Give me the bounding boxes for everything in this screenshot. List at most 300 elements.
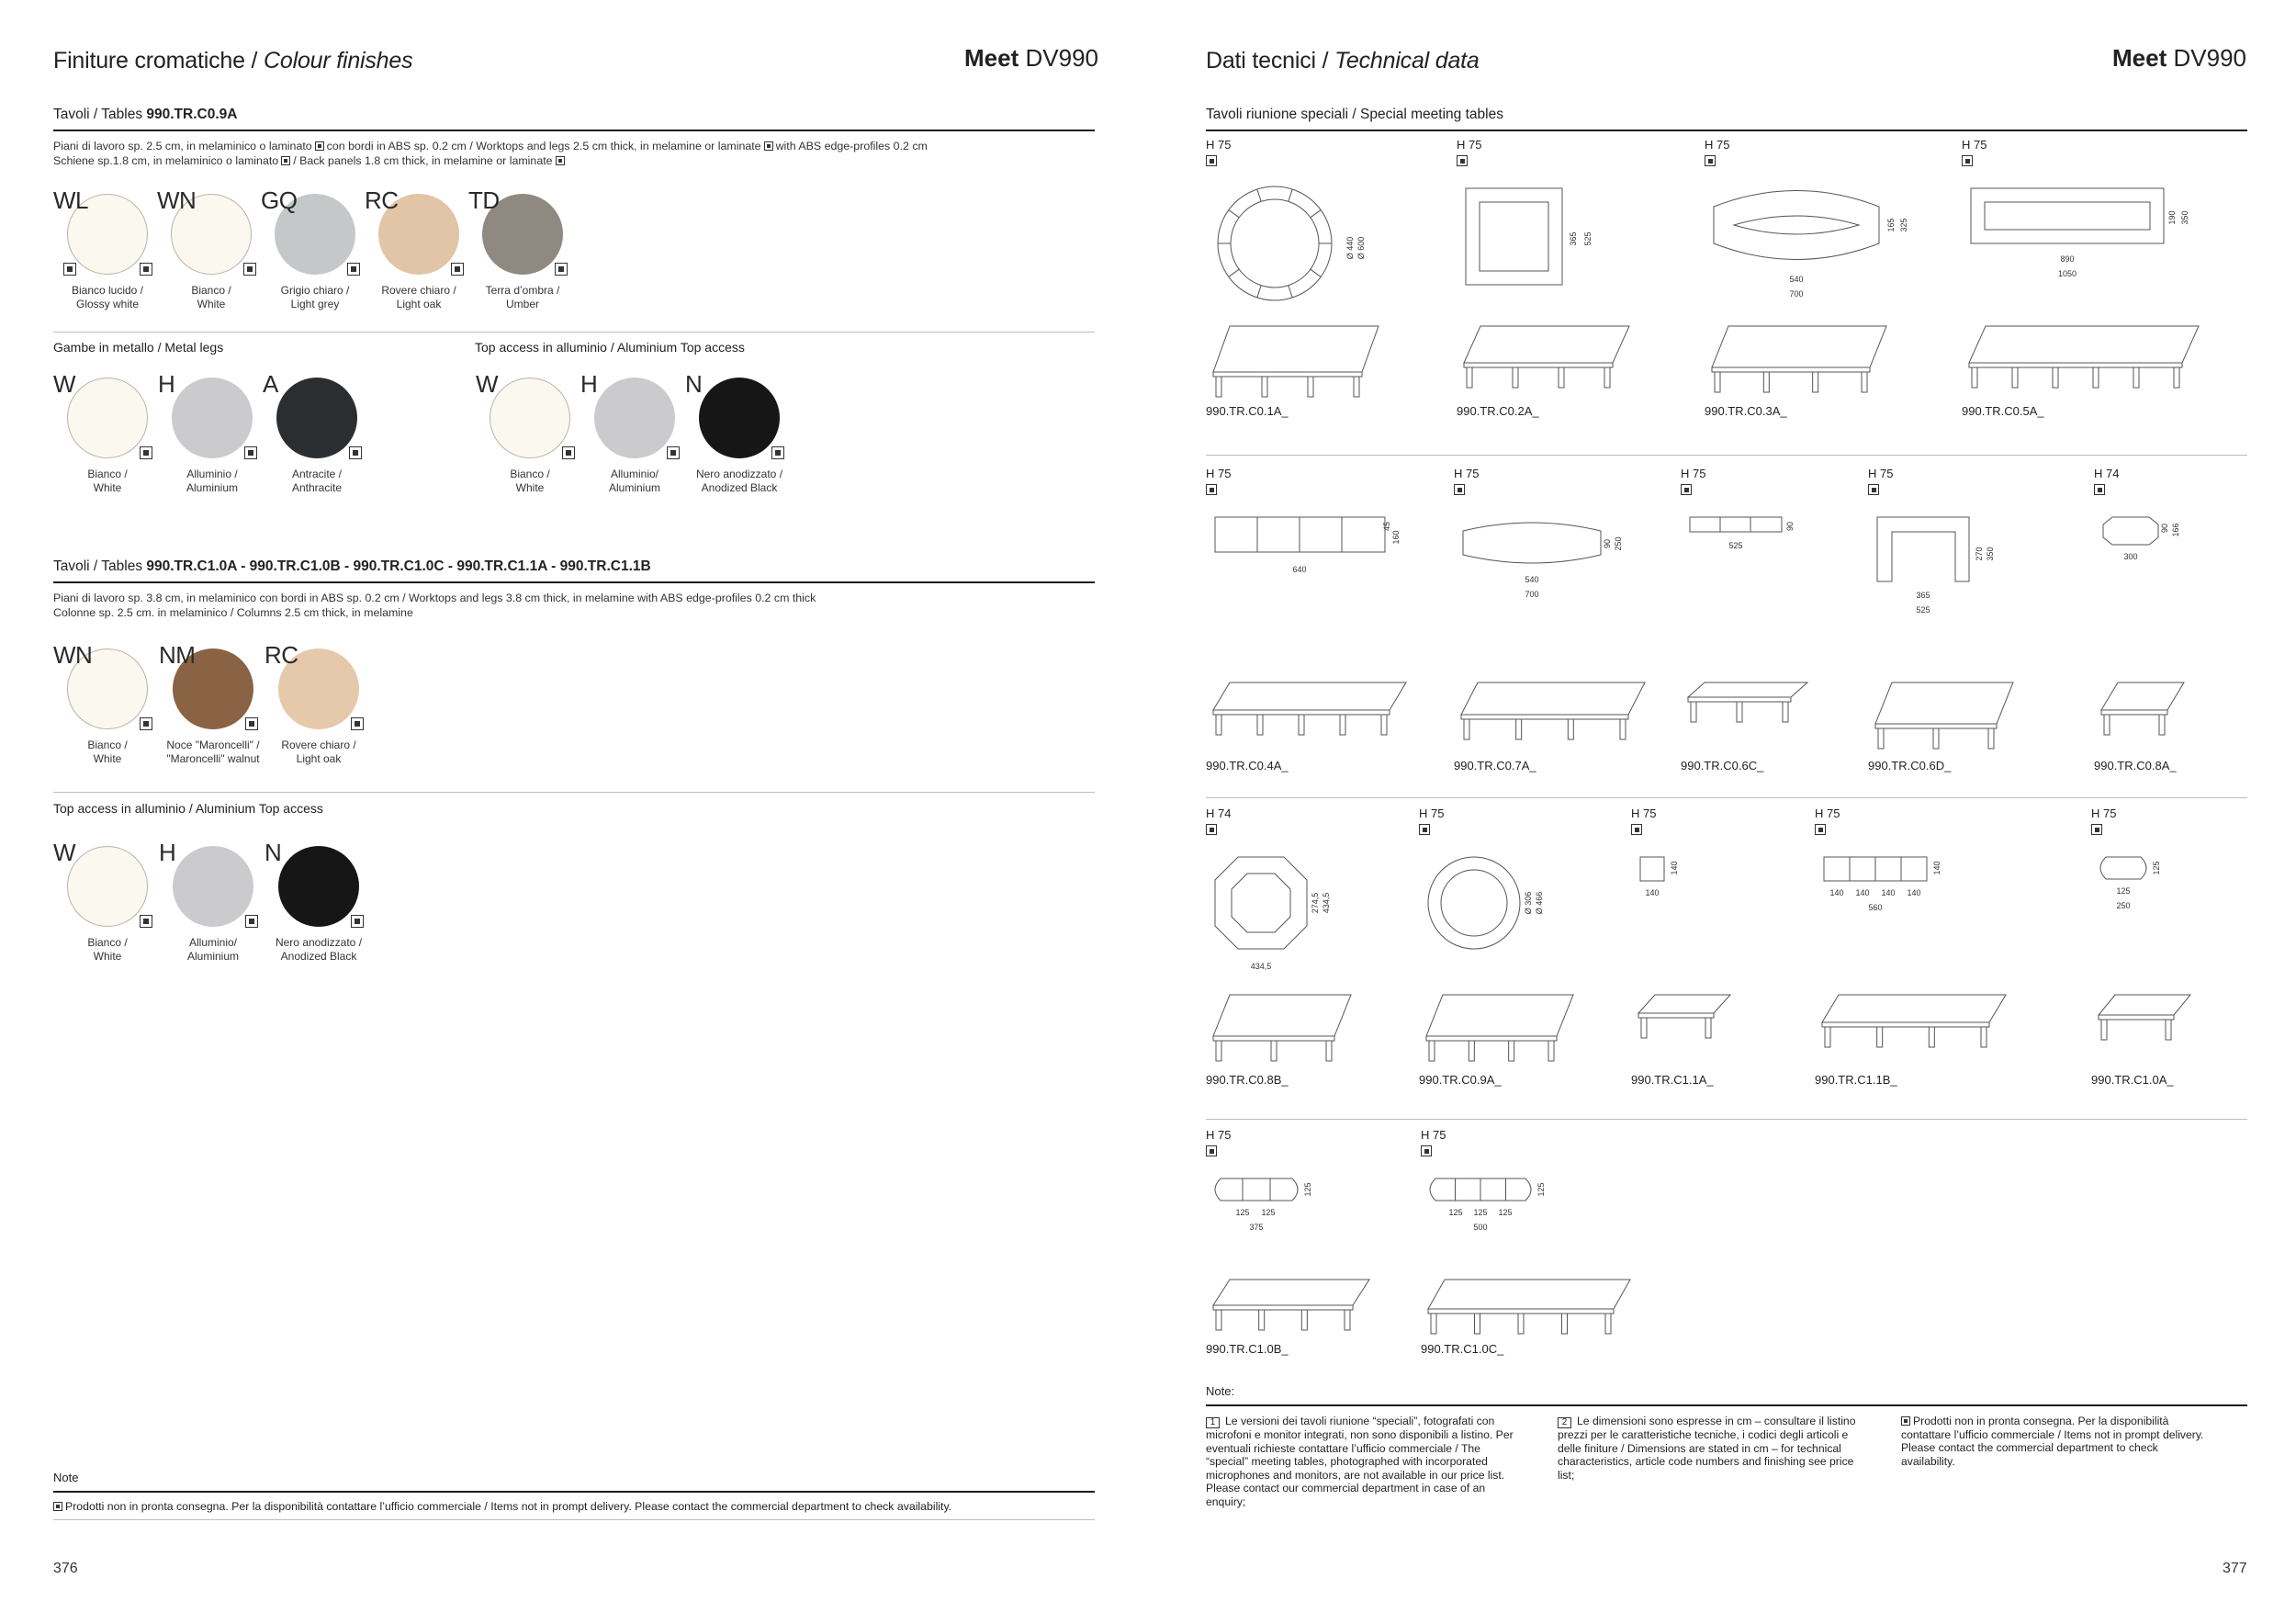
dimension-label: 560 bbox=[1868, 903, 1883, 912]
note-2-text: Le dimensioni sono espresse in cm – consultare il listino prezzi per le caratteristiche tecniche, i codici degli articoli e delle finiture / Dimensions are stated in cm – for technical characteristics, article code numbers and finishing see price list; bbox=[1558, 1415, 1856, 1482]
product-code: 990.TR.C1.1B_ bbox=[1815, 1073, 1897, 1087]
availability-icon bbox=[245, 717, 258, 730]
plan-view bbox=[1971, 188, 2189, 278]
dimension-label: 140 bbox=[1932, 861, 1941, 875]
swatch-code: W bbox=[53, 370, 76, 398]
product-990-tr-c1-0a bbox=[2091, 806, 2296, 1110]
dimension-label: 700 bbox=[1789, 289, 1804, 299]
leg bbox=[1216, 715, 1221, 735]
availability-icon bbox=[315, 141, 324, 151]
leg bbox=[1705, 1018, 1711, 1038]
availability-icon bbox=[351, 915, 364, 928]
leg bbox=[2174, 367, 2179, 388]
availability-icon bbox=[349, 446, 362, 459]
dimension-label: 140 bbox=[1907, 888, 1921, 897]
leg bbox=[1216, 1310, 1221, 1330]
note-1 bbox=[1206, 1415, 1523, 1508]
leg bbox=[1604, 367, 1610, 388]
leg bbox=[1933, 728, 1939, 749]
leg bbox=[1513, 367, 1518, 388]
sec1-prefix: Tavoli / Tables bbox=[53, 107, 147, 122]
swatch-label bbox=[259, 936, 378, 964]
top-edge bbox=[1464, 363, 1613, 367]
left-note-title: Note bbox=[53, 1471, 79, 1484]
swatch-w bbox=[53, 372, 162, 497]
sec2-code: 990.TR.C1.0A - 990.TR.C1.0B - 990.TR.C1.0C - 990.TR.C1.1A - 990.TR.C1.1B bbox=[146, 558, 651, 574]
swatch-label bbox=[48, 739, 167, 766]
perspective-view bbox=[1969, 326, 2199, 388]
swatch-code: H bbox=[159, 839, 176, 866]
technical-drawing bbox=[1206, 1128, 1435, 1404]
plan-seam bbox=[1289, 189, 1292, 201]
note-num: 2 bbox=[1558, 1417, 1571, 1428]
height-label: H 75 bbox=[1206, 138, 1232, 152]
title-en: Colour finishes bbox=[264, 48, 413, 73]
availability-icon bbox=[63, 263, 76, 276]
leg bbox=[1509, 1041, 1514, 1061]
dimension-label: 140 bbox=[1881, 888, 1896, 897]
swatch-code: H bbox=[580, 370, 598, 398]
dimension-label: 890 bbox=[2060, 254, 2075, 264]
product-code: 990.TR.C0.5A_ bbox=[1962, 404, 2044, 418]
note-1-text: Le versioni dei tavoli riunione “speciali”, fotografati con microfoni e monitor integrati, non sono disponibili a listino. Per eventuali richieste contattare l’ufficio commerciale / The “special” meeting tables, photographed with incorporated microphones and monitors, are not available in our price list. Please contact our commercial department in case of an enquiry; bbox=[1206, 1415, 1514, 1508]
swatch-circle bbox=[172, 378, 253, 458]
top-surface bbox=[1464, 326, 1629, 363]
swatch-label-en: Anodized Black bbox=[701, 481, 778, 494]
plan-view bbox=[1430, 1179, 1546, 1232]
top-surface bbox=[1688, 682, 1807, 697]
dimension-label: 140 bbox=[1855, 888, 1870, 897]
leg bbox=[1981, 1027, 1986, 1047]
swatch-wn bbox=[157, 188, 265, 313]
plan-outline bbox=[1215, 1179, 1298, 1201]
availability-icon bbox=[555, 263, 568, 276]
plan-outline bbox=[1466, 188, 1562, 285]
swatch-n bbox=[685, 372, 793, 497]
swatch-label-it: Antracite / bbox=[291, 468, 343, 480]
swatch-label bbox=[575, 468, 694, 495]
dimension-label: 125 bbox=[1448, 1208, 1463, 1217]
leg bbox=[1737, 702, 1742, 722]
swatch-label-it: Bianco lucido / bbox=[71, 284, 144, 297]
height-label: H 75 bbox=[1631, 806, 1657, 820]
leg bbox=[1605, 1314, 1611, 1334]
divider bbox=[1206, 1119, 2247, 1120]
availability-icon bbox=[244, 446, 257, 459]
top-surface bbox=[1213, 1280, 1369, 1305]
top-surface bbox=[1638, 995, 1730, 1013]
title-it: Finiture cromatiche bbox=[53, 48, 245, 73]
swatch-code: W bbox=[476, 370, 499, 398]
leg bbox=[1475, 1314, 1480, 1334]
dimension-label: 250 bbox=[2116, 901, 2131, 910]
perspective-view bbox=[1213, 995, 1351, 1061]
swatch-label-en: Aluminium bbox=[608, 481, 660, 494]
dimension-label: 525 bbox=[1916, 605, 1930, 615]
swatch-h bbox=[158, 372, 266, 497]
product-990-tr-c0-8b bbox=[1206, 806, 1435, 1110]
plan-view bbox=[2103, 517, 2180, 561]
page-number-left: 376 bbox=[53, 1561, 78, 1576]
leg bbox=[1516, 719, 1522, 739]
top-edge bbox=[1638, 1013, 1714, 1018]
swatch-label-it: Bianco / bbox=[191, 284, 231, 297]
plan-outline bbox=[1877, 517, 1969, 581]
brand-bold: Meet bbox=[964, 44, 1019, 72]
dimension-label: 125 bbox=[1261, 1208, 1276, 1217]
swatch-gq bbox=[261, 188, 369, 313]
page-number-right: 377 bbox=[2223, 1561, 2247, 1576]
perspective-view bbox=[1638, 995, 1730, 1038]
swatch-label bbox=[257, 468, 377, 495]
top-edge bbox=[1822, 1022, 1989, 1027]
leg bbox=[1568, 719, 1573, 739]
dimension-label: 270 bbox=[1975, 547, 1984, 561]
swatch-wl bbox=[53, 188, 162, 313]
dimension-label: 434,5 bbox=[1322, 892, 1331, 914]
brand-model: DV990 bbox=[2173, 44, 2246, 72]
swatch-label-en: Light oak bbox=[396, 298, 442, 310]
product-code: 990.TR.C0.2A_ bbox=[1457, 404, 1539, 418]
dimension-label: 540 bbox=[1789, 275, 1804, 284]
swatch-n bbox=[264, 840, 373, 965]
swatch-label bbox=[255, 284, 375, 311]
swatch-code: N bbox=[685, 370, 703, 398]
plan-outline bbox=[1480, 202, 1548, 271]
leg bbox=[1299, 715, 1304, 735]
top-surface bbox=[1461, 682, 1645, 715]
dimension-label: 45 bbox=[1382, 521, 1391, 532]
divider bbox=[53, 332, 1095, 333]
leg bbox=[2159, 715, 2165, 735]
swatch-label-en: Glossy white bbox=[75, 298, 140, 310]
dimension-label: Ø 306 bbox=[1524, 891, 1533, 915]
top-surface bbox=[1712, 326, 1886, 367]
plan-outline bbox=[1690, 517, 1782, 532]
plan-outline bbox=[1714, 191, 1879, 260]
leg bbox=[1641, 1018, 1647, 1038]
leg bbox=[1972, 367, 1977, 388]
availability-icon bbox=[140, 717, 152, 730]
height-label: H 75 bbox=[1681, 467, 1706, 480]
top-surface bbox=[1426, 995, 1573, 1036]
top-edge bbox=[1213, 710, 1390, 715]
product-990-tr-c0-6d bbox=[1868, 467, 2098, 773]
leg bbox=[1345, 1310, 1350, 1330]
leg bbox=[1548, 1041, 1554, 1061]
dimension-label: 1050 bbox=[2057, 269, 2077, 278]
swatch-code: GQ bbox=[261, 186, 298, 214]
right-page-title bbox=[1206, 48, 1480, 74]
height-label: H 75 bbox=[1705, 138, 1730, 152]
dimension-label: 525 bbox=[1728, 541, 1743, 550]
product-990-tr-c0-1a bbox=[1206, 138, 1435, 441]
swatch-code: WL bbox=[53, 186, 88, 214]
plan-view bbox=[1215, 1179, 1312, 1232]
sec2-desc-1: Piani di lavoro sp. 3.8 cm, in melaminico con bordi in ABS sp. 0.2 cm / Worktops and legs 3.8 cm thick, in melamine with ABS edge-profiles 0.2 cm thick bbox=[53, 592, 816, 604]
swatch-label-en: Light grey bbox=[290, 298, 340, 310]
leg bbox=[2012, 367, 2018, 388]
top-edge bbox=[2101, 710, 2167, 715]
availability-icon bbox=[53, 1502, 62, 1511]
top-edge bbox=[1213, 372, 1362, 377]
product-990-tr-c0-8a bbox=[2094, 467, 2296, 773]
leg bbox=[1783, 702, 1788, 722]
swatch-label-it: Alluminio / bbox=[186, 468, 238, 480]
title-en: Technical data bbox=[1334, 48, 1480, 73]
dimension-label: 90 bbox=[2160, 523, 2169, 534]
technical-drawing bbox=[1868, 467, 2098, 742]
swatch-label-en: Aluminium bbox=[186, 950, 239, 963]
swatch-label-it: Bianco / bbox=[510, 468, 550, 480]
swatch-circle bbox=[67, 378, 148, 458]
dimension-label: 140 bbox=[1829, 888, 1844, 897]
product-990-tr-c1-0c bbox=[1421, 1128, 1650, 1431]
swatch-code: N bbox=[264, 839, 282, 866]
leg bbox=[1691, 702, 1696, 722]
swatch-circle bbox=[278, 846, 359, 927]
availability-icon bbox=[667, 446, 680, 459]
swatch-label bbox=[680, 468, 799, 495]
technical-drawing bbox=[1457, 138, 1686, 413]
swatch-code: NM bbox=[159, 641, 196, 669]
product-code: 990.TR.C1.0C_ bbox=[1421, 1342, 1504, 1356]
leg bbox=[1262, 377, 1267, 397]
leg bbox=[1562, 1314, 1568, 1334]
product-code: 990.TR.C0.1A_ bbox=[1206, 404, 1289, 418]
right-note-title: Note: bbox=[1206, 1384, 1235, 1398]
technical-drawing bbox=[2091, 806, 2296, 1082]
dimension-label: 165 bbox=[1886, 218, 1896, 232]
leg bbox=[1929, 1027, 1934, 1047]
top-surface bbox=[1822, 995, 2006, 1022]
dimension-label: 125 bbox=[1303, 1182, 1312, 1197]
tech-section-title: Tavoli riunione speciali / Special meeting tables bbox=[1206, 107, 1503, 122]
title-sep: / bbox=[244, 48, 264, 73]
plan-view bbox=[1640, 857, 1679, 897]
leg bbox=[1381, 715, 1387, 735]
legs-title: Gambe in metallo / Metal legs bbox=[53, 340, 224, 355]
leg bbox=[2093, 367, 2099, 388]
perspective-view bbox=[1213, 1280, 1369, 1330]
height-label: H 75 bbox=[1457, 138, 1482, 152]
swatch-label-it: Nero anodizzato / bbox=[695, 468, 783, 480]
right-note-rule bbox=[1206, 1404, 2247, 1406]
product-code: 990.TR.C1.0A_ bbox=[2091, 1073, 2174, 1087]
swatch-code: RC bbox=[365, 186, 399, 214]
top-edge bbox=[1428, 1309, 1614, 1314]
swatch-label-en: Aluminium bbox=[186, 481, 238, 494]
plan-view bbox=[1690, 517, 1795, 550]
dimension-label: 434,5 bbox=[1250, 962, 1272, 971]
swatch-code: W bbox=[53, 839, 76, 866]
leg bbox=[1431, 1314, 1436, 1334]
leg bbox=[2166, 1020, 2171, 1040]
leg bbox=[1877, 1027, 1883, 1047]
plan-outline bbox=[1971, 188, 2164, 243]
product-990-tr-c0-5a bbox=[1962, 138, 2191, 441]
product-code: 990.TR.C0.4A_ bbox=[1206, 759, 1289, 773]
product-990-tr-c0-2a bbox=[1457, 138, 1686, 441]
plan-view bbox=[1824, 857, 1941, 912]
leg bbox=[1326, 1041, 1332, 1061]
leg bbox=[1715, 372, 1720, 392]
plan-seam bbox=[1229, 269, 1239, 276]
swatch-label-it: Alluminio/ bbox=[188, 936, 238, 949]
swatch-label-en: Anthracite bbox=[291, 481, 343, 494]
plan-view bbox=[2100, 857, 2161, 910]
top-edge bbox=[1213, 1305, 1353, 1310]
swatch-nm bbox=[159, 643, 267, 768]
availability-icon bbox=[281, 156, 290, 165]
dimension-label: 90 bbox=[1603, 538, 1612, 549]
top-surface bbox=[1213, 682, 1406, 710]
plan-view bbox=[1877, 517, 1995, 615]
swatch-label-en: Anodized Black bbox=[280, 950, 357, 963]
technical-drawing bbox=[1206, 806, 1435, 1082]
sec2-top-access-title: Top access in alluminio / Aluminium Top access bbox=[53, 801, 323, 816]
plan-view bbox=[1463, 523, 1623, 599]
plan-outline bbox=[1985, 202, 2150, 230]
plan-seam bbox=[1257, 189, 1261, 201]
product-code: 990.TR.C0.8B_ bbox=[1206, 1073, 1289, 1087]
leg bbox=[1354, 377, 1359, 397]
swatch-w bbox=[476, 372, 584, 497]
perspective-view bbox=[1712, 326, 1886, 392]
dimension-label: 300 bbox=[2123, 552, 2138, 561]
swatch-rc bbox=[264, 643, 373, 768]
dimension-label: 90 bbox=[1785, 521, 1795, 532]
swatch-circle bbox=[699, 378, 780, 458]
dimension-label: 125 bbox=[1235, 1208, 1250, 1217]
technical-drawing bbox=[1206, 138, 1435, 413]
plan-seam bbox=[1289, 286, 1292, 298]
plan-view bbox=[1215, 517, 1401, 574]
swatch-label-it: Bianco / bbox=[87, 936, 128, 949]
product-code: 990.TR.C0.7A_ bbox=[1454, 759, 1536, 773]
top-edge bbox=[1969, 363, 2182, 367]
leg bbox=[1464, 719, 1469, 739]
product-code: 990.TR.C1.0B_ bbox=[1206, 1342, 1289, 1356]
dimension-label: 700 bbox=[1525, 590, 1539, 599]
left-note-rule bbox=[53, 1491, 1095, 1493]
plan-outline bbox=[1463, 523, 1601, 563]
swatch-label-it: Rovere chiaro / bbox=[381, 284, 456, 297]
height-label: H 75 bbox=[1962, 138, 1987, 152]
leg bbox=[1257, 715, 1263, 735]
technical-drawing bbox=[1419, 806, 1649, 1082]
top-edge bbox=[2099, 1015, 2174, 1020]
leg bbox=[1340, 715, 1345, 735]
height-label: H 75 bbox=[1815, 806, 1840, 820]
top-edge bbox=[1875, 724, 1997, 728]
swatch-label-en: White bbox=[93, 752, 122, 765]
plan-view bbox=[1215, 857, 1331, 971]
height-label: H 75 bbox=[1206, 1128, 1232, 1142]
top-edge bbox=[1213, 1036, 1334, 1041]
perspective-view bbox=[1428, 1280, 1630, 1334]
swatch-label bbox=[153, 739, 273, 766]
technical-drawing bbox=[1962, 138, 2191, 413]
plan-outline bbox=[2100, 857, 2146, 879]
product-990-tr-c0-7a bbox=[1454, 467, 1683, 773]
swatch-label-it: Noce "Maroncelli" / bbox=[166, 739, 260, 751]
dimension-label: 125 bbox=[1536, 1182, 1546, 1197]
dimension-label: 350 bbox=[2180, 210, 2189, 225]
plan-outline bbox=[1218, 186, 1332, 300]
plan-outline bbox=[1215, 857, 1307, 949]
top-surface bbox=[1875, 682, 2013, 724]
availability-icon bbox=[243, 263, 256, 276]
leg bbox=[2104, 715, 2110, 735]
availability-icon bbox=[556, 156, 565, 165]
perspective-view bbox=[1688, 682, 1807, 722]
plan-outline bbox=[1428, 857, 1520, 949]
swatch-label bbox=[359, 284, 478, 311]
swatch-label-it: Terra d’ombra / bbox=[485, 284, 560, 297]
top-surface bbox=[1213, 326, 1379, 372]
desc-1b: con bordi in ABS sp. 0.2 cm / Worktops and legs 2.5 cm thick, in melamine or laminate bbox=[326, 140, 761, 152]
leg bbox=[1259, 1310, 1265, 1330]
technical-drawing bbox=[1454, 467, 1683, 742]
swatch-rc bbox=[365, 188, 473, 313]
note-3 bbox=[1901, 1415, 2213, 1468]
swatch-label bbox=[470, 468, 590, 495]
note-2 bbox=[1558, 1415, 1865, 1482]
plan-outline bbox=[1441, 870, 1507, 936]
top-surface bbox=[2101, 682, 2184, 710]
swatch-label-it: Rovere chiaro / bbox=[281, 739, 356, 751]
availability-icon bbox=[562, 446, 575, 459]
dimension-label: 166 bbox=[2171, 523, 2180, 537]
plan-seam bbox=[1311, 269, 1321, 276]
plan-outline bbox=[1231, 199, 1319, 288]
leg bbox=[1813, 372, 1818, 392]
swatch-code: TD bbox=[468, 186, 500, 214]
sec1-code: 990.TR.C0.9A bbox=[146, 107, 238, 122]
height-label: H 75 bbox=[1454, 467, 1480, 480]
height-label: H 74 bbox=[1206, 806, 1232, 820]
swatch-a bbox=[263, 372, 371, 497]
perspective-view bbox=[1213, 326, 1379, 397]
swatch-label-it: Bianco / bbox=[87, 468, 128, 480]
top-access-title: Top access in alluminio / Aluminium Top access bbox=[475, 340, 745, 355]
swatch-label-en: Umber bbox=[505, 298, 539, 310]
top-surface bbox=[1428, 1280, 1630, 1309]
perspective-view bbox=[1464, 326, 1629, 388]
dimension-label: 125 bbox=[2152, 861, 2161, 875]
product-code: 990.TR.C1.1A_ bbox=[1631, 1073, 1714, 1087]
swatch-h bbox=[580, 372, 689, 497]
swatch-w bbox=[53, 840, 162, 965]
tech-rule bbox=[1206, 130, 2247, 131]
swatch-label bbox=[48, 936, 167, 964]
leg bbox=[1467, 367, 1472, 388]
dimension-label: 125 bbox=[2116, 886, 2131, 896]
availability-icon bbox=[347, 263, 360, 276]
plan-view bbox=[1714, 191, 1908, 299]
divider bbox=[53, 792, 1095, 793]
height-label: H 75 bbox=[1419, 806, 1445, 820]
availability-icon bbox=[771, 446, 784, 459]
technical-drawing bbox=[1815, 806, 2044, 1082]
dimension-label: 325 bbox=[1899, 218, 1908, 232]
perspective-view bbox=[1213, 682, 1406, 735]
desc-2b: / Back panels 1.8 cm thick, in melamine or laminate bbox=[293, 154, 553, 167]
swatch-circle bbox=[594, 378, 675, 458]
swatch-label-it: Grigio chiaro / bbox=[280, 284, 350, 297]
sec1-title bbox=[53, 107, 237, 123]
